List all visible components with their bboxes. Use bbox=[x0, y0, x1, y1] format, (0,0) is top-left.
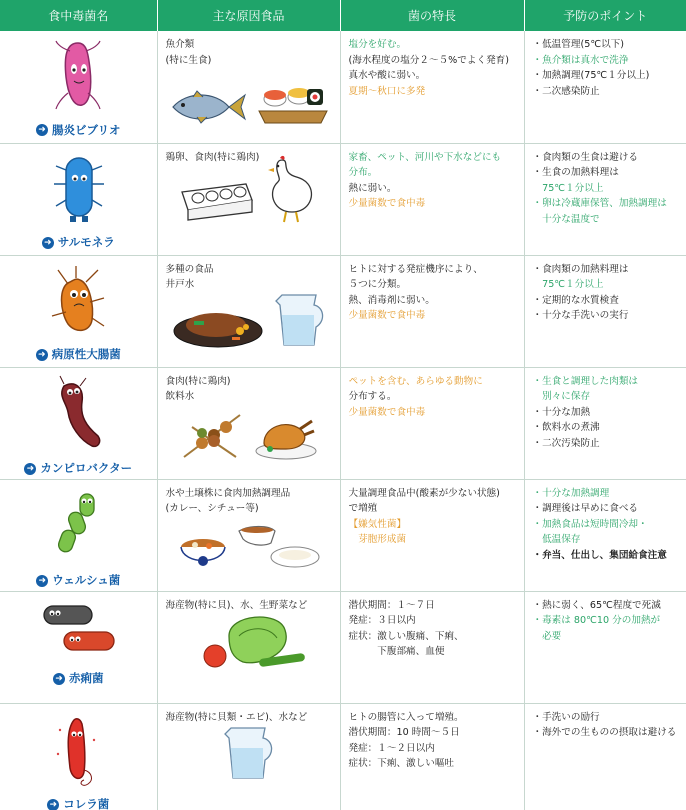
feature-line: ヒトの腸管に入って増殖。 bbox=[348, 711, 464, 723]
sushi-icon bbox=[255, 75, 331, 133]
feature-line: 下腹部痛、血便 bbox=[348, 646, 445, 657]
prevention-line: ・加熱調理(75℃１分以上) bbox=[532, 70, 650, 81]
features-cell bbox=[340, 255, 524, 367]
prevention-cell bbox=[524, 255, 686, 367]
cause-food-text: 多種の食品 井戸水 bbox=[165, 263, 214, 290]
cause-food-text: 食肉(特に鶏肉) 飲料水 bbox=[165, 375, 231, 402]
feature-line: 熱、消毒剤に弱い。 bbox=[348, 294, 435, 306]
prevention-line: 75℃１分以上 bbox=[532, 279, 604, 290]
germ-name: 腸炎ビブリオ bbox=[52, 122, 121, 137]
prevention-line: ・食肉類の加熱料理は bbox=[532, 263, 629, 275]
prevention-line: ・飲料水の煮沸 bbox=[532, 422, 600, 433]
campylobacter-germ-icon bbox=[2, 374, 155, 460]
water-pitcher-icon bbox=[221, 720, 277, 790]
prevention-cell bbox=[524, 367, 686, 479]
arrow-right-icon: ➜ bbox=[47, 799, 59, 810]
ecoli-germ-icon bbox=[2, 262, 155, 346]
feature-line: ５つに分類。 bbox=[348, 279, 407, 290]
germ-cell bbox=[0, 479, 157, 591]
feature-line: 夏期～秋口に多発 bbox=[348, 85, 426, 97]
prevention-line: ・調理後は早めに食べる bbox=[532, 503, 639, 514]
feature-line: 症状：激しい腹痛、下痢、 bbox=[348, 630, 464, 642]
prevention-line: ・熱に弱く、65℃程度で死滅 bbox=[532, 599, 661, 611]
features-cell bbox=[340, 143, 524, 255]
cause-food-text: 海産物(特に貝)、水、生野菜など bbox=[165, 599, 308, 611]
perfringens-germ-icon bbox=[2, 486, 155, 572]
feature-line: 分布する。 bbox=[348, 391, 397, 402]
feature-line: 少量菌数で食中毒 bbox=[348, 198, 426, 209]
germ-cell bbox=[0, 31, 157, 143]
prevention-line: ・十分な加熱 bbox=[532, 406, 591, 418]
germ-name: ウェルシュ菌 bbox=[52, 573, 121, 587]
cause-food-cell bbox=[157, 591, 340, 703]
vegetables-icon bbox=[189, 606, 309, 678]
feature-line: 真水や酸に弱い。 bbox=[348, 70, 426, 81]
roast-chicken-icon bbox=[252, 409, 318, 469]
feature-line: 発症：３日以内 bbox=[348, 615, 416, 626]
water-pitcher-icon bbox=[272, 287, 328, 357]
gravy-boat-icon bbox=[235, 515, 321, 581]
salmonella-germ-icon bbox=[2, 150, 155, 234]
cause-food-cell bbox=[157, 367, 340, 479]
features-cell bbox=[340, 591, 524, 703]
prevention-line: ・魚介類は真水で洗浄 bbox=[532, 54, 629, 66]
table-row bbox=[0, 479, 686, 591]
prevention-line: ・低温管理(5℃以下) bbox=[532, 39, 625, 50]
germ-link[interactable] bbox=[42, 235, 115, 251]
feature-line: 少量菌数で食中毒 bbox=[348, 406, 426, 418]
prevention-line: ・十分な手洗いの実行 bbox=[532, 310, 629, 321]
table-row bbox=[0, 255, 686, 367]
features-cell bbox=[340, 479, 524, 591]
yakitori-icon bbox=[180, 407, 246, 469]
cholera-germ-icon bbox=[2, 710, 155, 796]
germ-name: サルモネラ bbox=[57, 235, 115, 249]
germ-link[interactable] bbox=[36, 573, 120, 589]
prevention-line: ・十分な加熱調理 bbox=[532, 487, 610, 499]
germ-link[interactable] bbox=[53, 671, 104, 687]
table-row bbox=[0, 703, 686, 810]
arrow-right-icon: ➜ bbox=[53, 673, 65, 685]
germ-name: カンピロバクター bbox=[40, 461, 133, 475]
curry-bowl-icon bbox=[177, 529, 229, 581]
germ-name: 病原性大腸菌 bbox=[51, 347, 121, 361]
feature-line: 塩分を好む。 bbox=[348, 39, 407, 50]
feature-line: ペットを含む、あらゆる動物に bbox=[348, 375, 483, 387]
germ-cell bbox=[0, 255, 157, 367]
cause-food-text: 鶏卵、食肉(特に鶏肉) bbox=[165, 151, 260, 163]
feature-line: 芽胞形成菌 bbox=[348, 534, 407, 545]
prevention-line: 別々に保存 bbox=[532, 391, 591, 402]
table-row bbox=[0, 31, 686, 143]
germ-cell bbox=[0, 703, 157, 810]
cause-food-text: 魚介類 (特に生食) bbox=[165, 39, 212, 66]
cause-food-cell bbox=[157, 255, 340, 367]
feature-line: ヒトに対する発症機序により、 bbox=[348, 263, 483, 275]
feature-line: 症状：下痢、激しい嘔吐 bbox=[348, 758, 455, 769]
features-cell bbox=[340, 367, 524, 479]
fish-icon bbox=[167, 87, 249, 133]
steak-icon bbox=[170, 301, 266, 357]
prevention-line: ・二次感染防止 bbox=[532, 85, 600, 97]
prevention-line: 低温保存 bbox=[532, 534, 581, 545]
cause-food-text: 海産物(特に貝類・エビ)、水など bbox=[165, 711, 308, 723]
prevention-line: ・生食と調理した肉類は bbox=[532, 375, 639, 387]
prevention-cell bbox=[524, 591, 686, 703]
feature-line: 家畜、ペット、河川や下水などにも bbox=[348, 151, 502, 163]
header-germ-name: 食中毒菌名 bbox=[0, 0, 157, 31]
prevention-line: ・卵は冷蔵庫保管、加熱調理は bbox=[532, 198, 667, 209]
prevention-line: 必要 bbox=[532, 630, 562, 642]
prevention-line: 75℃１分以上 bbox=[532, 182, 604, 194]
arrow-right-icon: ➜ bbox=[24, 463, 36, 475]
prevention-line: ・手洗いの励行 bbox=[532, 711, 600, 723]
header-cause-food: 主な原因食品 bbox=[157, 0, 340, 31]
prevention-cell bbox=[524, 703, 686, 810]
arrow-right-icon: ➜ bbox=[36, 124, 48, 136]
prevention-line: ・生食の加熱料理は bbox=[532, 167, 619, 178]
features-cell bbox=[340, 31, 524, 143]
prevention-cell bbox=[524, 479, 686, 591]
germ-cell bbox=[0, 591, 157, 703]
prevention-line: ・毒素は 80℃10 分の加熱が bbox=[532, 615, 661, 626]
cause-food-cell bbox=[157, 479, 340, 591]
feature-line: 潜伏期間：１～７日 bbox=[348, 599, 435, 611]
shigella-germ-icon bbox=[2, 598, 155, 670]
header-features: 菌の特長 bbox=[340, 0, 524, 31]
feature-line: 発症：１～２日以内 bbox=[348, 742, 435, 754]
prevention-cell bbox=[524, 143, 686, 255]
arrow-right-icon: ➜ bbox=[42, 237, 54, 249]
germ-link[interactable] bbox=[36, 123, 120, 139]
germ-link[interactable] bbox=[24, 461, 132, 477]
table-row bbox=[0, 591, 686, 703]
feature-line: 潜伏期間：10 時間～５日 bbox=[348, 727, 460, 738]
germ-cell bbox=[0, 367, 157, 479]
table-header-row bbox=[0, 0, 686, 31]
prevention-line: ・弁当、仕出し、集団給食注意 bbox=[532, 549, 667, 561]
cause-food-cell bbox=[157, 31, 340, 143]
cause-food-cell bbox=[157, 143, 340, 255]
prevention-line: ・加熱食品は短時間冷却・ bbox=[532, 518, 648, 530]
table-row bbox=[0, 367, 686, 479]
prevention-line: ・定期的な水質検査 bbox=[532, 294, 619, 306]
header-prevention: 予防のポイント bbox=[524, 0, 686, 31]
egg-carton-icon bbox=[176, 170, 256, 230]
cause-food-text: 水や土壌株に食肉加熱調理品 (カレー、シチュー等) bbox=[165, 487, 291, 514]
germ-link[interactable] bbox=[47, 797, 109, 810]
features-cell bbox=[340, 703, 524, 810]
feature-line: 分布。 bbox=[348, 167, 378, 178]
feature-line: で増殖 bbox=[348, 503, 378, 514]
vibrio-germ-icon bbox=[2, 37, 155, 121]
cause-food-cell bbox=[157, 703, 340, 810]
feature-line: 【嫌気性菌】 bbox=[348, 518, 407, 530]
prevention-line: ・二次汚染防止 bbox=[532, 437, 600, 449]
prevention-line: ・海外での生ものの摂取は避ける bbox=[532, 727, 677, 738]
germ-name: 赤痢菌 bbox=[69, 671, 104, 685]
feature-line: 大量調理食品中(酸素が少ない状態) bbox=[348, 487, 500, 499]
arrow-right-icon: ➜ bbox=[36, 575, 48, 587]
arrow-right-icon: ➜ bbox=[36, 349, 48, 361]
prevention-line: 十分な温度で bbox=[532, 213, 600, 225]
germ-name: コレラ菌 bbox=[63, 797, 110, 810]
feature-line: 熱に弱い。 bbox=[348, 182, 397, 194]
feature-line: 少量菌数で食中毒 bbox=[348, 310, 426, 321]
prevention-cell bbox=[524, 31, 686, 143]
germ-link[interactable] bbox=[36, 347, 121, 363]
feature-line: (海水程度の塩分２～５%でよく発育) bbox=[348, 54, 510, 66]
germ-cell bbox=[0, 143, 157, 255]
chicken-icon bbox=[262, 154, 322, 230]
prevention-line: ・食肉類の生食は避ける bbox=[532, 151, 639, 163]
table-row bbox=[0, 143, 686, 255]
